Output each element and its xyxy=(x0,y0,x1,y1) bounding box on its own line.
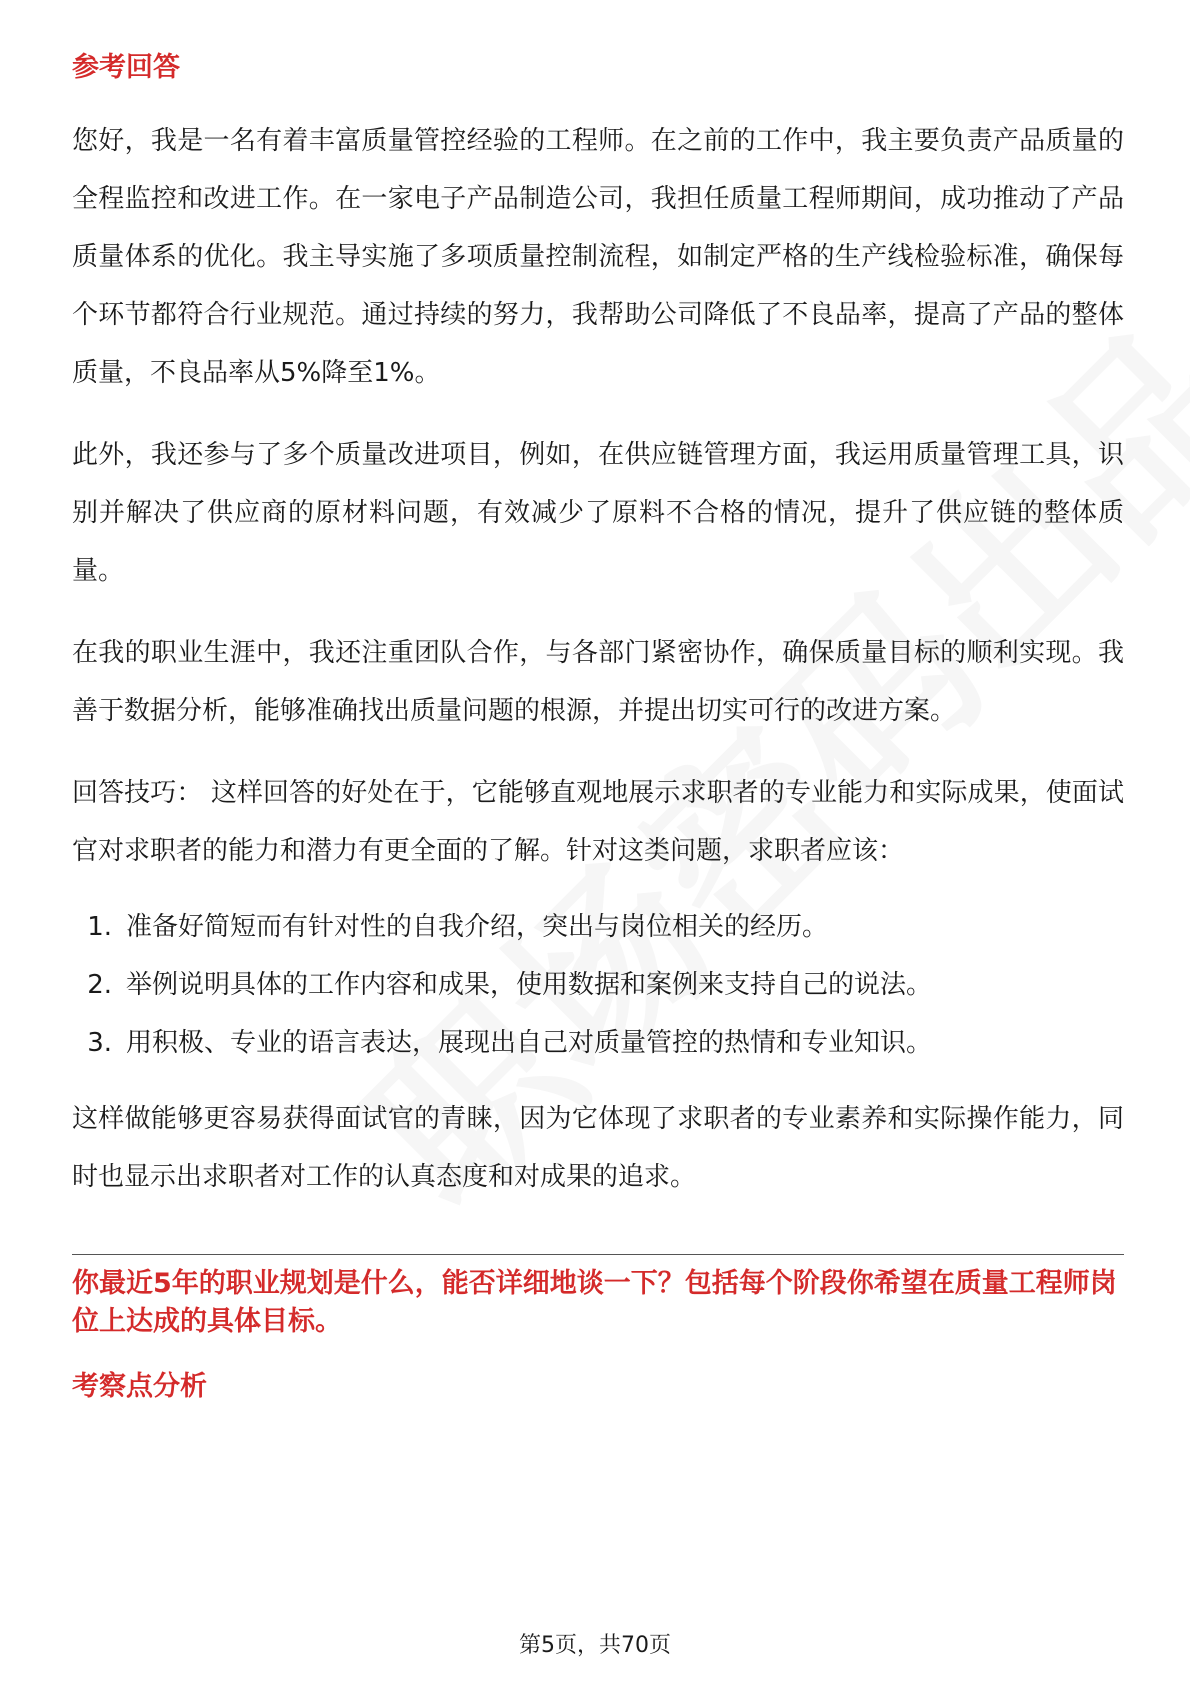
content-column xyxy=(72,48,1124,1407)
list-item-number: 2. xyxy=(87,970,112,1000)
answer-tips-intro: 回答技巧： 这样回答的好处在于，它能够直观地展示求职者的专业能力和实际成果，使面试官对求职者的能力和潜力有更全面的了解。针对这类问题，求职者应该： xyxy=(72,778,1124,866)
reference-answer-heading: 参考回答 xyxy=(72,52,180,83)
answer-paragraph-3: 在我的职业生涯中，我还注重团队合作，与各部门紧密协作，确保质量目标的顺利实现。我善于数据分析，能够准确找出质量问题的根源，并提出切实可行的改进方案。 xyxy=(72,638,1124,726)
analysis-heading: 考察点分析 xyxy=(72,1371,207,1402)
section-divider xyxy=(72,1254,1124,1255)
page-number-footer: 第5页，共70页 xyxy=(519,1633,671,1658)
list-item-text: 举例说明具体的工作内容和成果，使用数据和案例来支持自己的说法。 xyxy=(126,970,933,1000)
list-item-number: 1. xyxy=(87,912,112,942)
answer-paragraph-2: 此外，我还参与了多个质量改进项目，例如，在供应链管理方面，我运用质量管理工具，识别并解决了供应商的原材料问题，有效减少了原料不合格的情况，提升了供应链的整体质量。 xyxy=(72,440,1124,586)
next-question-heading: 你最近5年的职业规划是什么，能否详细地谈一下？包括每个阶段你希望在质量工程师岗位上达成的具体目标。 xyxy=(72,1268,1117,1337)
tips-list xyxy=(72,898,1124,1072)
list-item xyxy=(72,898,1124,956)
list-item xyxy=(72,1014,1124,1072)
list-item-text: 用积极、专业的语言表达，展现出自己对质量管控的热情和专业知识。 xyxy=(126,1028,933,1058)
answer-closing-paragraph: 这样做能够更容易获得面试官的青睐，因为它体现了求职者的专业素养和实际操作能力，同时也显示出求职者对工作的认真态度和对成果的追求。 xyxy=(72,1104,1124,1192)
list-item xyxy=(72,956,1124,1014)
list-item-text: 准备好简短而有针对性的自我介绍，突出与岗位相关的经历。 xyxy=(126,912,829,942)
answer-paragraph-1: 您好，我是一名有着丰富质量管控经验的工程师。在之前的工作中，我主要负责产品质量的全程监控和改进工作。在一家电子产品制造公司，我担任质量工程师期间，成功推动了产品质量体系的优化。我主导实施了多项质量控制流程，如制定严格的生产线检验标准，确保每个环节都符合行业规范。通过持续的努力，我帮助公司降低了不良品率，提高了产品的整体质量，不良品率从5%降至1%。 xyxy=(72,126,1124,388)
list-item-number: 3. xyxy=(87,1028,112,1058)
